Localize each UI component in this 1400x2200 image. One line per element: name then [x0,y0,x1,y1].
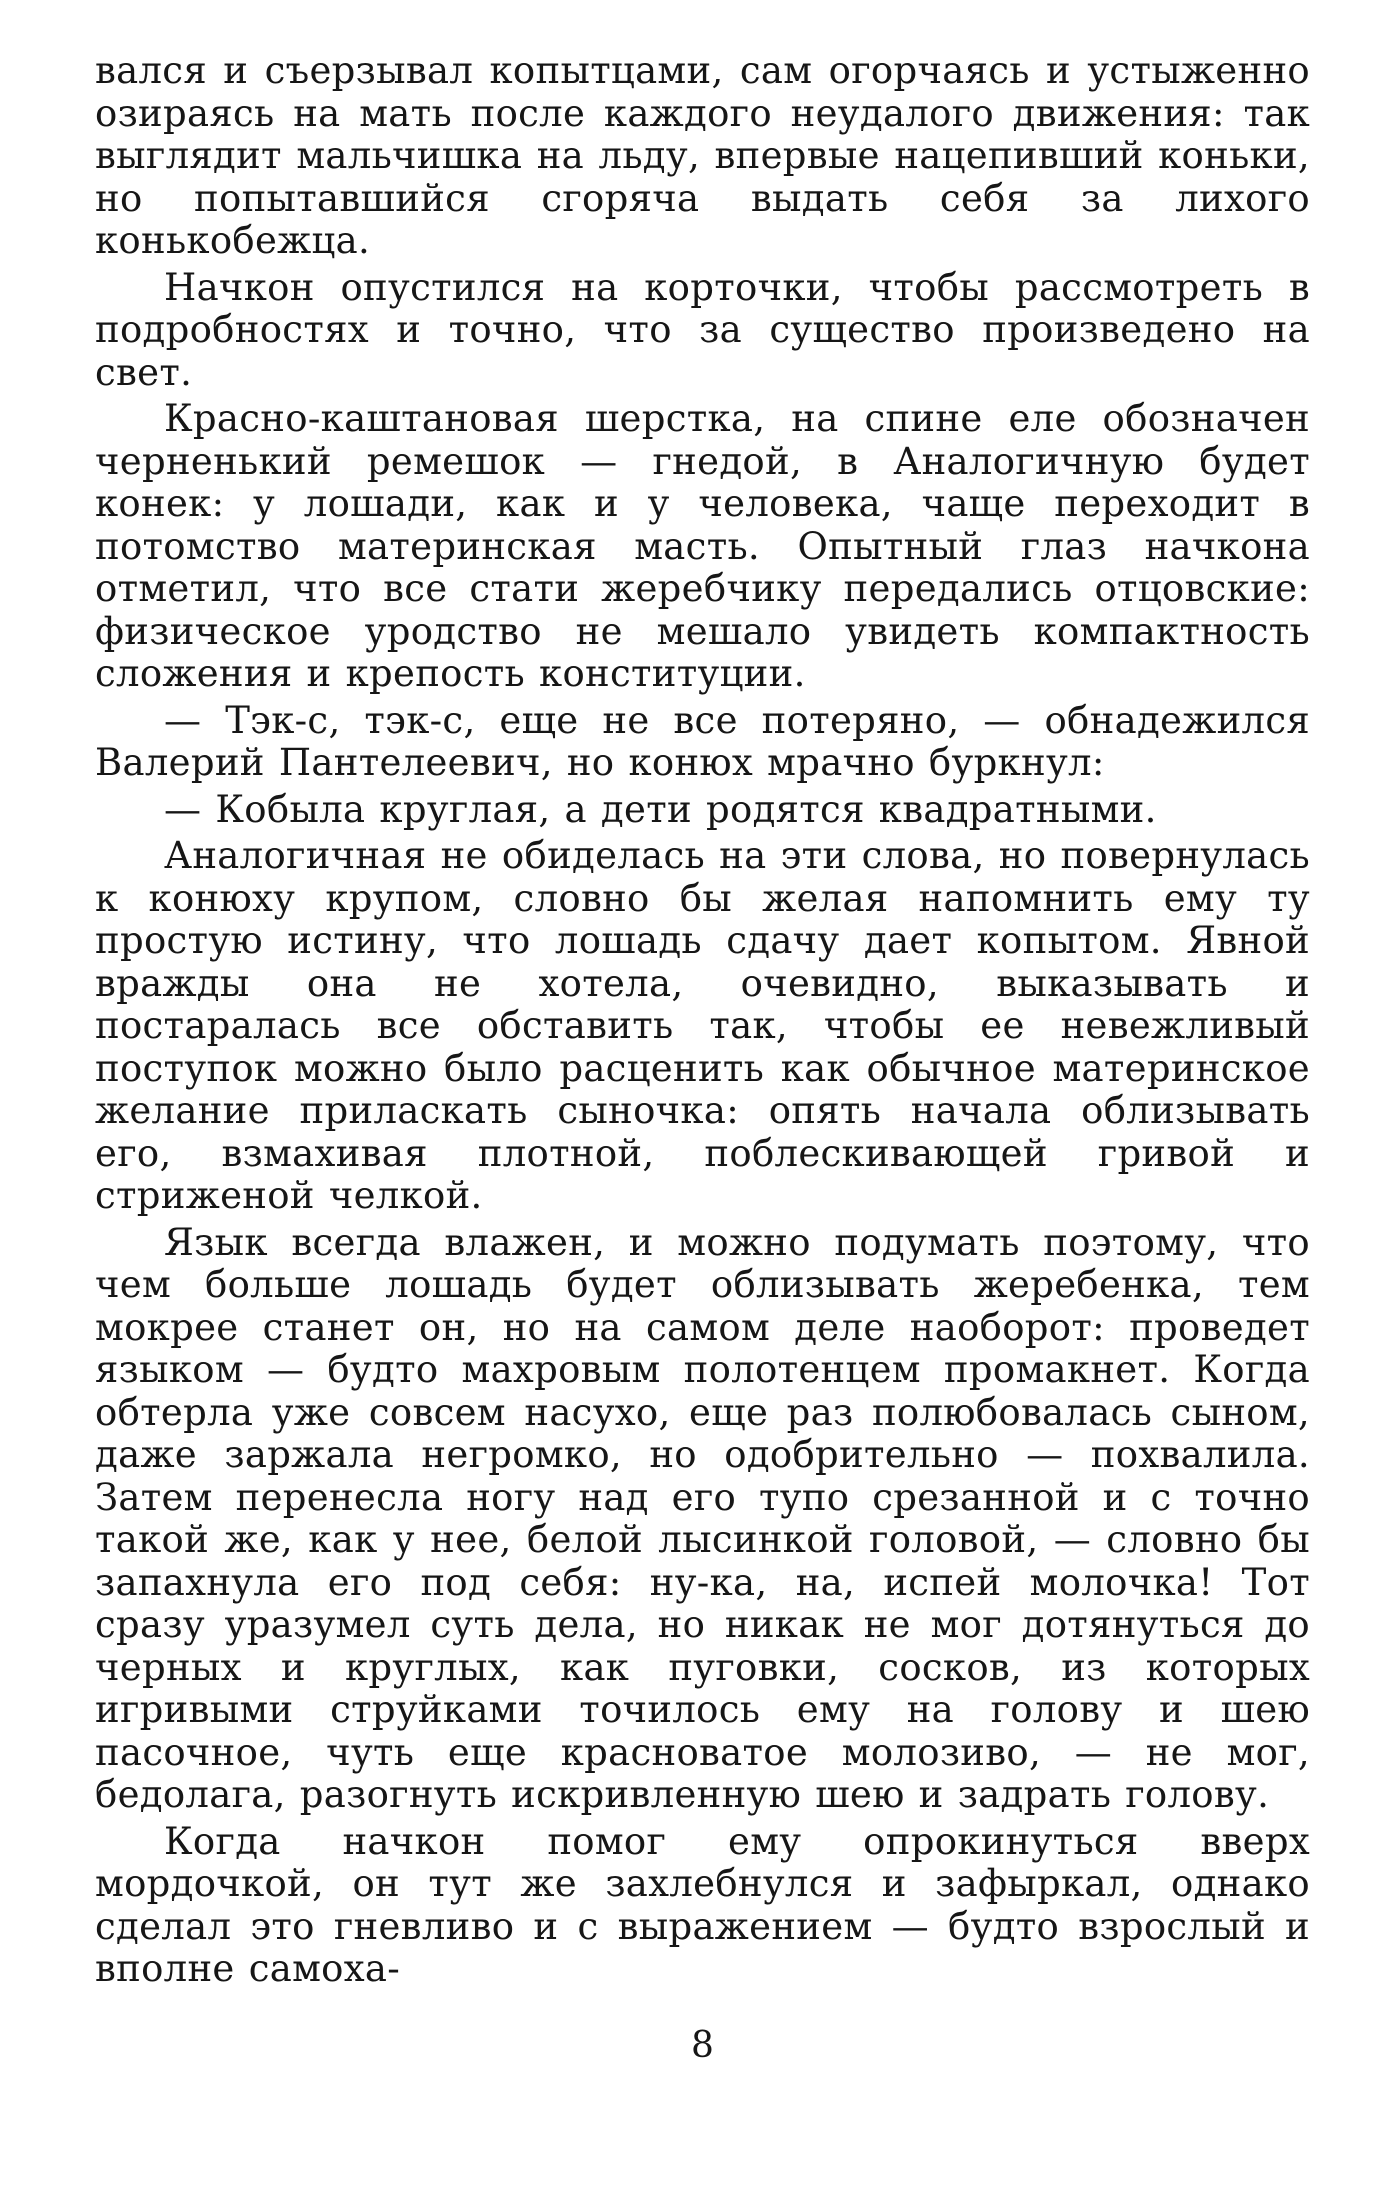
paragraph-8: Когда начкон помог ему опрокинуться вверх мордочкой, он тут же захлебнулся и зафыркал, однако сделал это гневливо и с выражением — будто взрослый и вполне самоха- [95,1819,1310,1990]
page-text [95,50,1310,1991]
paragraph-2: Начкон опустился на корточки, чтобы рассмотреть в подробностях и точно, что за существо произведено на свет. [95,265,1310,394]
paragraph-6: Аналогичная не обиделась на эти слова, но повернулась к конюху крупом, словно бы желая напомнить ему ту простую истину, что лошадь сдачу дает копытом. Явной вражды она не хотела, очевидно, выказывать и постаралась все обставить так, чтобы ее невежливый поступок можно было расценить как обычное материнское желание приласкать сыночка: опять начала облизывать его, взмахивая плотной, поблескивающей гривой и стриженой челкой. [95,834,1310,1217]
paragraph-5: — Кобыла круглая, а дети родятся квадратными. [164,787,1157,831]
paragraph-7: Язык всегда влажен, и можно подумать поэтому, что чем больше лошадь будет облизывать жеребенка, тем мокрее станет он, но на самом деле наоборот: проведет языком — будто махровым полотенцем промакнет. Когда обтерла уже совсем насухо, еще раз полюбовалась сыном, даже заржала негромко, но одобрительно — похвалила. Затем перенесла ногу над его тупо срезанной и с точно такой же, как у нее, белой лысинкой головой, — словно бы запахнула его под себя: ну-ка, на, испей молочка! Тот сразу уразумел суть дела, но никак не мог дотянуться до черных и круглых, как пуговки, сосков, из которых игривыми струйками точилось ему на голову и шею пасочное, чуть еще красноватое молозиво, — не мог, бедолага, разогнуть искривленную шею и задрать голову. [95,1220,1310,1816]
page-number: 8 [691,2025,714,2066]
paragraph-1: вался и съерзывал копытцами, сам огорчаясь и устыженно озираясь на мать после каждого неудалого движения: так выглядит мальчишка на льду, впервые нацепивший коньки, но попытавшийся сгоряча выдать себя за лихого конькобежца. [95,49,1310,262]
paragraph-4: — Тэк-с, тэк-с, еще не все потеряно, — обнадежился Валерий Пантелеевич, но конюх мрачно буркнул: [95,698,1310,784]
paragraph-3: Красно-каштановая шерстка, на спине еле обозначен черненький ремешок — гнедой, в Аналогичную будет конек: у лошади, как и у человека, чаще переходит в потомство материнская масть. Опытный глаз начкона отметил, что все стати жеребчику передались отцовские: физическое уродство не мешало увидеть компактность сложения и крепость конституции. [95,397,1310,695]
book-page [95,50,1310,2170]
